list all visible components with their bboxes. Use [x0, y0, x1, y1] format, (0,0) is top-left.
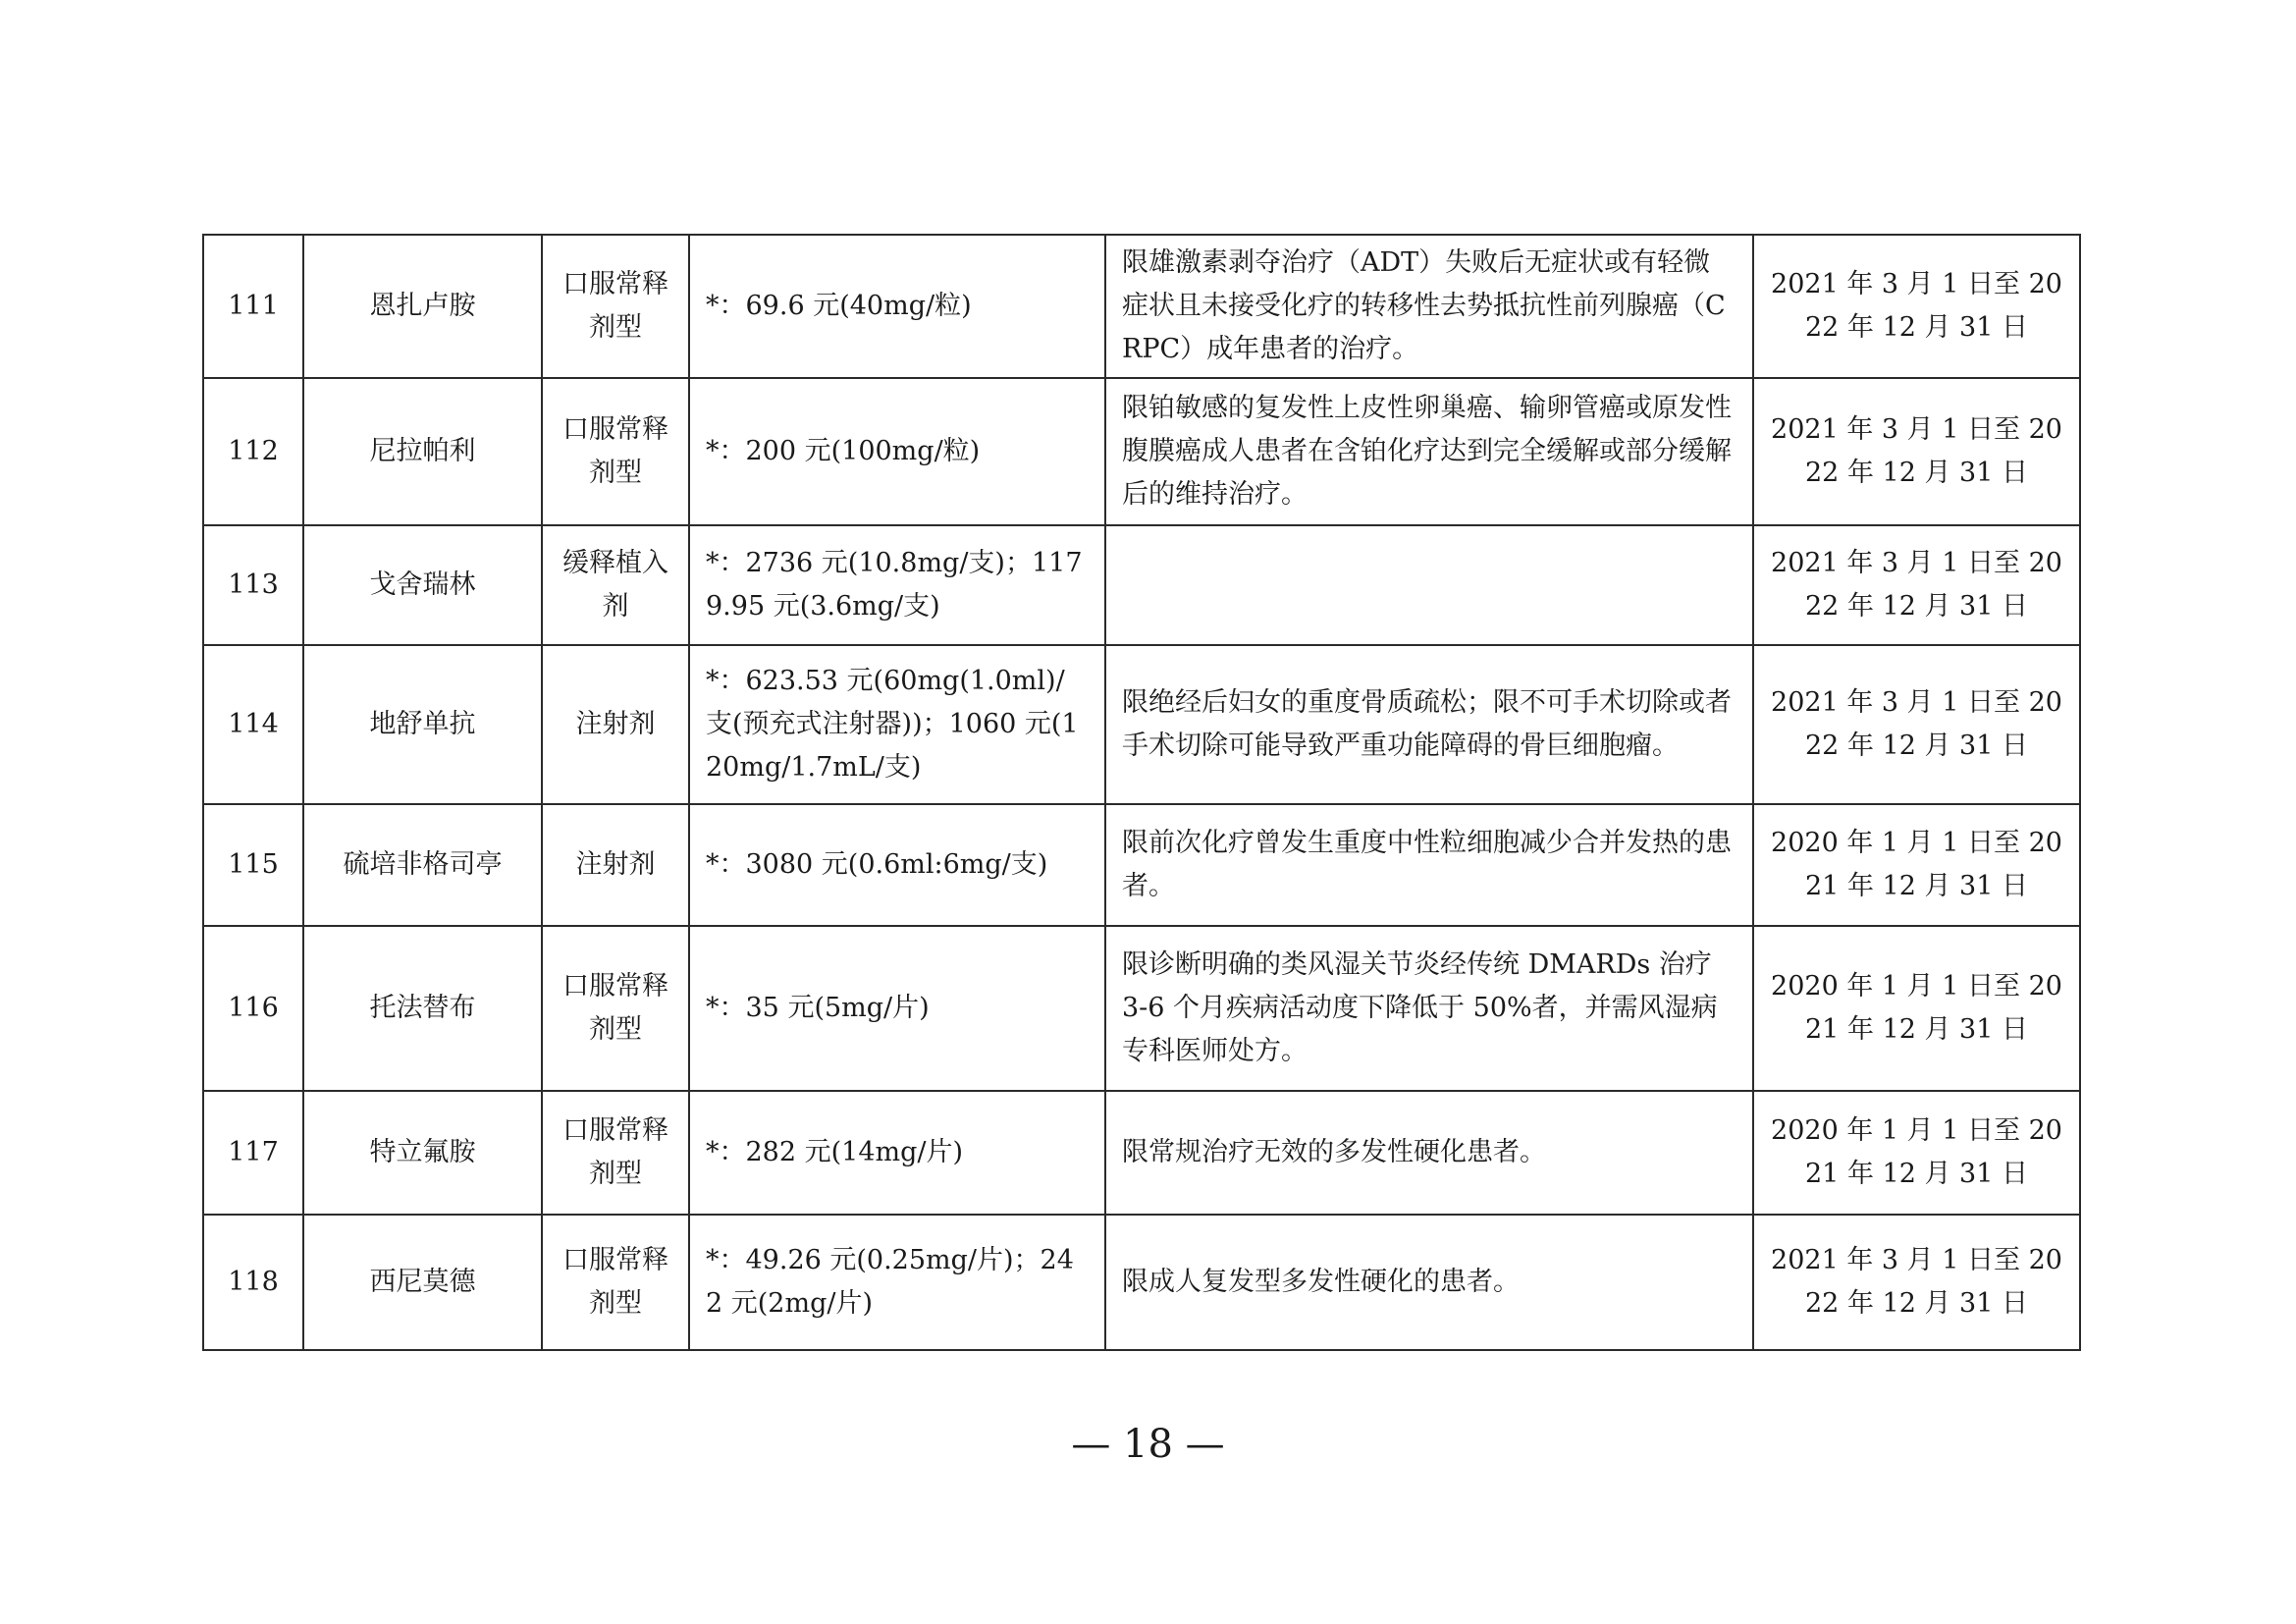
agreement-period: 2021 年 3 月 1 日至 2022 年 12 月 31 日	[1753, 378, 2080, 525]
drug-name: 尼拉帕利	[303, 378, 542, 525]
payment-restriction: 限成人复发型多发性硬化的患者。	[1105, 1215, 1753, 1350]
agreement-period: 2020 年 1 月 1 日至 2021 年 12 月 31 日	[1753, 926, 2080, 1091]
table-row	[203, 926, 2080, 1091]
agreement-period: 2020 年 1 月 1 日至 2021 年 12 月 31 日	[1753, 804, 2080, 926]
dosage-form: 缓释植入剂	[542, 525, 689, 645]
drug-name: 硫培非格司亭	[303, 804, 542, 926]
drug-list-table	[202, 234, 2081, 1351]
dosage-form: 口服常释剂型	[542, 1215, 689, 1350]
drug-name: 恩扎卢胺	[303, 235, 542, 378]
price-spec: *：49.26 元(0.25mg/片)；242 元(2mg/片)	[689, 1215, 1105, 1350]
dosage-form: 口服常释剂型	[542, 378, 689, 525]
price-spec: *：3080 元(0.6ml:6mg/支)	[689, 804, 1105, 926]
table-row	[203, 1091, 2080, 1215]
row-number: 116	[203, 926, 303, 1091]
price-spec: *：623.53 元(60mg(1.0ml)/支(预充式注射器))；1060 元(120mg/1.7mL/支)	[689, 645, 1105, 804]
page-number: — 18 —	[1071, 1422, 1225, 1467]
payment-restriction: 限诊断明确的类风湿关节炎经传统 DMARDs 治疗 3-6 个月疾病活动度下降低于 50%者，并需风湿病专科医师处方。	[1105, 926, 1753, 1091]
table-row	[203, 235, 2080, 378]
table-row	[203, 645, 2080, 804]
payment-restriction: 限绝经后妇女的重度骨质疏松；限不可手术切除或者手术切除可能导致严重功能障碍的骨巨细胞瘤。	[1105, 645, 1753, 804]
dosage-form: 口服常释剂型	[542, 926, 689, 1091]
row-number: 113	[203, 525, 303, 645]
dosage-form: 口服常释剂型	[542, 1091, 689, 1215]
agreement-period: 2021 年 3 月 1 日至 2022 年 12 月 31 日	[1753, 235, 2080, 378]
table-row	[203, 804, 2080, 926]
payment-restriction: 限前次化疗曾发生重度中性粒细胞减少合并发热的患者。	[1105, 804, 1753, 926]
price-spec: *：35 元(5mg/片)	[689, 926, 1105, 1091]
table-row	[203, 378, 2080, 525]
row-number: 117	[203, 1091, 303, 1215]
payment-restriction: 限铂敏感的复发性上皮性卵巢癌、输卵管癌或原发性腹膜癌成人患者在含铂化疗达到完全缓解或部分缓解后的维持治疗。	[1105, 378, 1753, 525]
payment-restriction: 限雄激素剥夺治疗（ADT）失败后无症状或有轻微症状且未接受化疗的转移性去势抵抗性前列腺癌（CRPC）成年患者的治疗。	[1105, 235, 1753, 378]
row-number: 111	[203, 235, 303, 378]
agreement-period: 2021 年 3 月 1 日至 2022 年 12 月 31 日	[1753, 1215, 2080, 1350]
drug-name: 地舒单抗	[303, 645, 542, 804]
dosage-form: 口服常释剂型	[542, 235, 689, 378]
price-spec: *：69.6 元(40mg/粒)	[689, 235, 1105, 378]
payment-restriction: 限常规治疗无效的多发性硬化患者。	[1105, 1091, 1753, 1215]
row-number: 114	[203, 645, 303, 804]
drug-name: 特立氟胺	[303, 1091, 542, 1215]
row-number: 115	[203, 804, 303, 926]
agreement-period: 2020 年 1 月 1 日至 2021 年 12 月 31 日	[1753, 1091, 2080, 1215]
dosage-form: 注射剂	[542, 804, 689, 926]
table-row	[203, 525, 2080, 645]
drug-name: 戈舍瑞林	[303, 525, 542, 645]
agreement-period: 2021 年 3 月 1 日至 2022 年 12 月 31 日	[1753, 645, 2080, 804]
dosage-form: 注射剂	[542, 645, 689, 804]
drug-name: 西尼莫德	[303, 1215, 542, 1350]
drug-name: 托法替布	[303, 926, 542, 1091]
price-spec: *：200 元(100mg/粒)	[689, 378, 1105, 525]
row-number: 118	[203, 1215, 303, 1350]
price-spec: *：282 元(14mg/片)	[689, 1091, 1105, 1215]
table-row	[203, 1215, 2080, 1350]
agreement-period: 2021 年 3 月 1 日至 2022 年 12 月 31 日	[1753, 525, 2080, 645]
price-spec: *：2736 元(10.8mg/支)；1179.95 元(3.6mg/支)	[689, 525, 1105, 645]
row-number: 112	[203, 378, 303, 525]
payment-restriction	[1105, 525, 1753, 645]
